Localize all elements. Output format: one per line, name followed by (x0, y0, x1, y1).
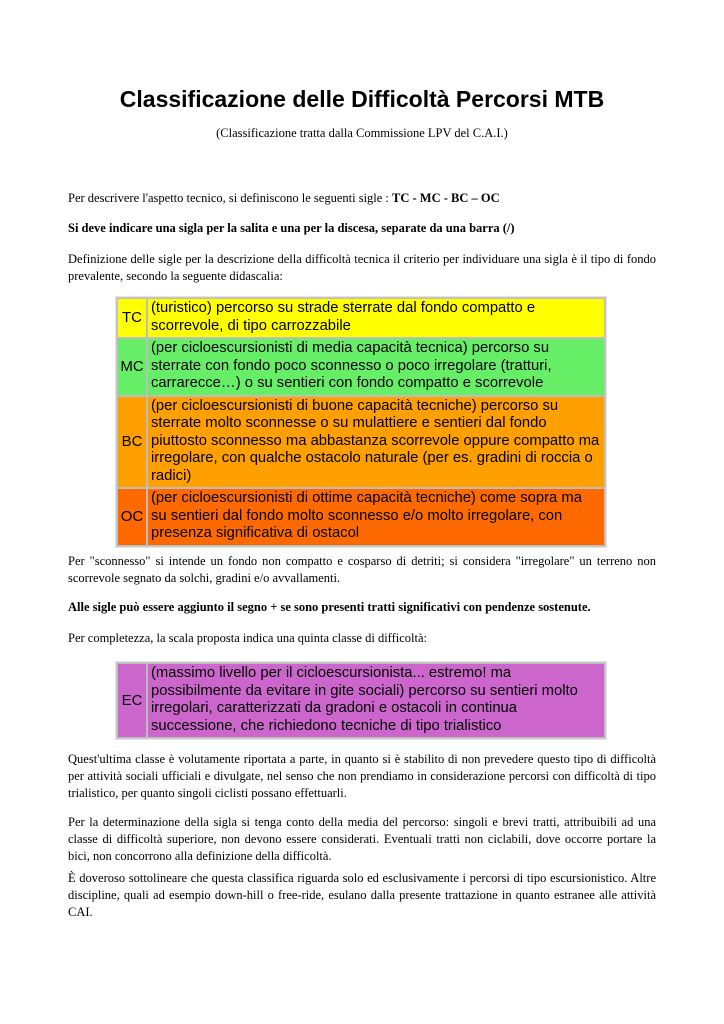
document-subtitle: (Classificazione tratta dalla Commissione LPV del C.A.I.) (216, 126, 508, 140)
average-note-paragraph: Per la determinazione della sigla si tenga conto della media del percorso: singoli e brevi tratti, attribuibili ad una classe di difficoltà superiore, non devono essere considerati. Eventuali tratti non ciclabili, dove occorre portare la bici, non concorrono alla definizione della difficoltà. (68, 815, 656, 863)
plus-notice: Alle sigle può essere aggiunto il segno + se sono presenti tratti significativi con pendenze sostenute. (68, 600, 591, 614)
grade-row-ec (117, 663, 605, 738)
intro-codes: TC - MC - BC – OC (392, 191, 500, 205)
grade-row-oc (117, 488, 605, 546)
grade-code: OC (117, 488, 147, 546)
grade-description: (massimo livello per il cicloescursionista... estremo! ma possibilmente da evitare in gite sociali) percorso su sentieri molto irregolari, caratterizzati da gradoni e ostacoli in continua successione, che richiedono tecniche di tipo trialistico (147, 663, 605, 738)
grade-row-tc (117, 298, 605, 338)
grade-code: EC (117, 663, 147, 738)
difficulty-table (116, 297, 606, 547)
scope-note-paragraph: È doveroso sottolineare che questa classifica riguarda solo ed esclusivamente i percorsi di tipo escursionistico. Altre discipline, quali ad esempio down-hill o free-ride, esulano dalla presente trattazione in quanto estranee alle attività CAI. (68, 871, 656, 919)
ec-note-paragraph: Quest'ultima classe è volutamente riportata a parte, in quanto si è stabilito di non prevedere questo tipo di difficoltà per attività sociali ufficiali e divulgate, nel senso che non prendiamo in considerazione percorsi con difficoltà di tipo trialistico, per quanto singoli ciclisti possano effettuarli. (68, 752, 656, 800)
sconnesso-paragraph: Per "sconnesso" si intende un fondo non compatto e cosparso di detriti; si considera "irregolare" un terreno non scorrevole segnato da solchi, gradini e/o avvallamenti. (68, 554, 656, 585)
grade-code: TC (117, 298, 147, 338)
extra-difficulty-table (116, 662, 606, 739)
intro-paragraph (68, 190, 656, 207)
grade-row-mc (117, 338, 605, 396)
grade-description: (turistico) percorso su strade sterrate dal fondo compatto e scorrevole, di tipo carrozzabile (147, 298, 605, 338)
definition-paragraph: Definizione delle sigle per la descrizione della difficoltà tecnica il criterio per individuare una sigla è il tipo di fondo prevalente, secondo la seguente didascalia: (68, 252, 656, 283)
fifth-class-paragraph: Per completezza, la scala proposta indica una quinta classe di difficoltà: (68, 631, 428, 645)
document-title: Classificazione delle Difficoltà Percorsi MTB (119, 86, 605, 112)
intro-text: Per descrivere l'aspetto tecnico, si definiscono le seguenti sigle : (68, 191, 393, 205)
grade-code: BC (117, 396, 147, 489)
grade-code: MC (117, 338, 147, 396)
grade-row-bc (117, 396, 605, 489)
grade-description: (per cicloescursionisti di buone capacità tecniche) percorso su sterrate molto sconnesse o su mulattiere e sentieri dal fondo piuttosto sconnesso ma abbastanza scorrevole oppure compatto ma irregolare, con qualche ostacolo naturale (per es. gradini di roccia o radici) (147, 396, 605, 489)
grade-description: (per cicloescursionisti di media capacità tecnica) percorso su sterrate con fondo poco sconnesso o poco irregolare (tratturi, carrarecce…) o su sentieri con fondo compatto e scorrevole (147, 338, 605, 396)
rule-notice: Si deve indicare una sigla per la salita e una per la discesa, separate da una barra (/) (68, 221, 515, 235)
grade-description: (per cicloescursionisti di ottime capacità tecniche) come sopra ma su sentieri dal fondo molto sconnesso e/o molto irregolare, con presenza significativa di ostacol (147, 488, 605, 546)
